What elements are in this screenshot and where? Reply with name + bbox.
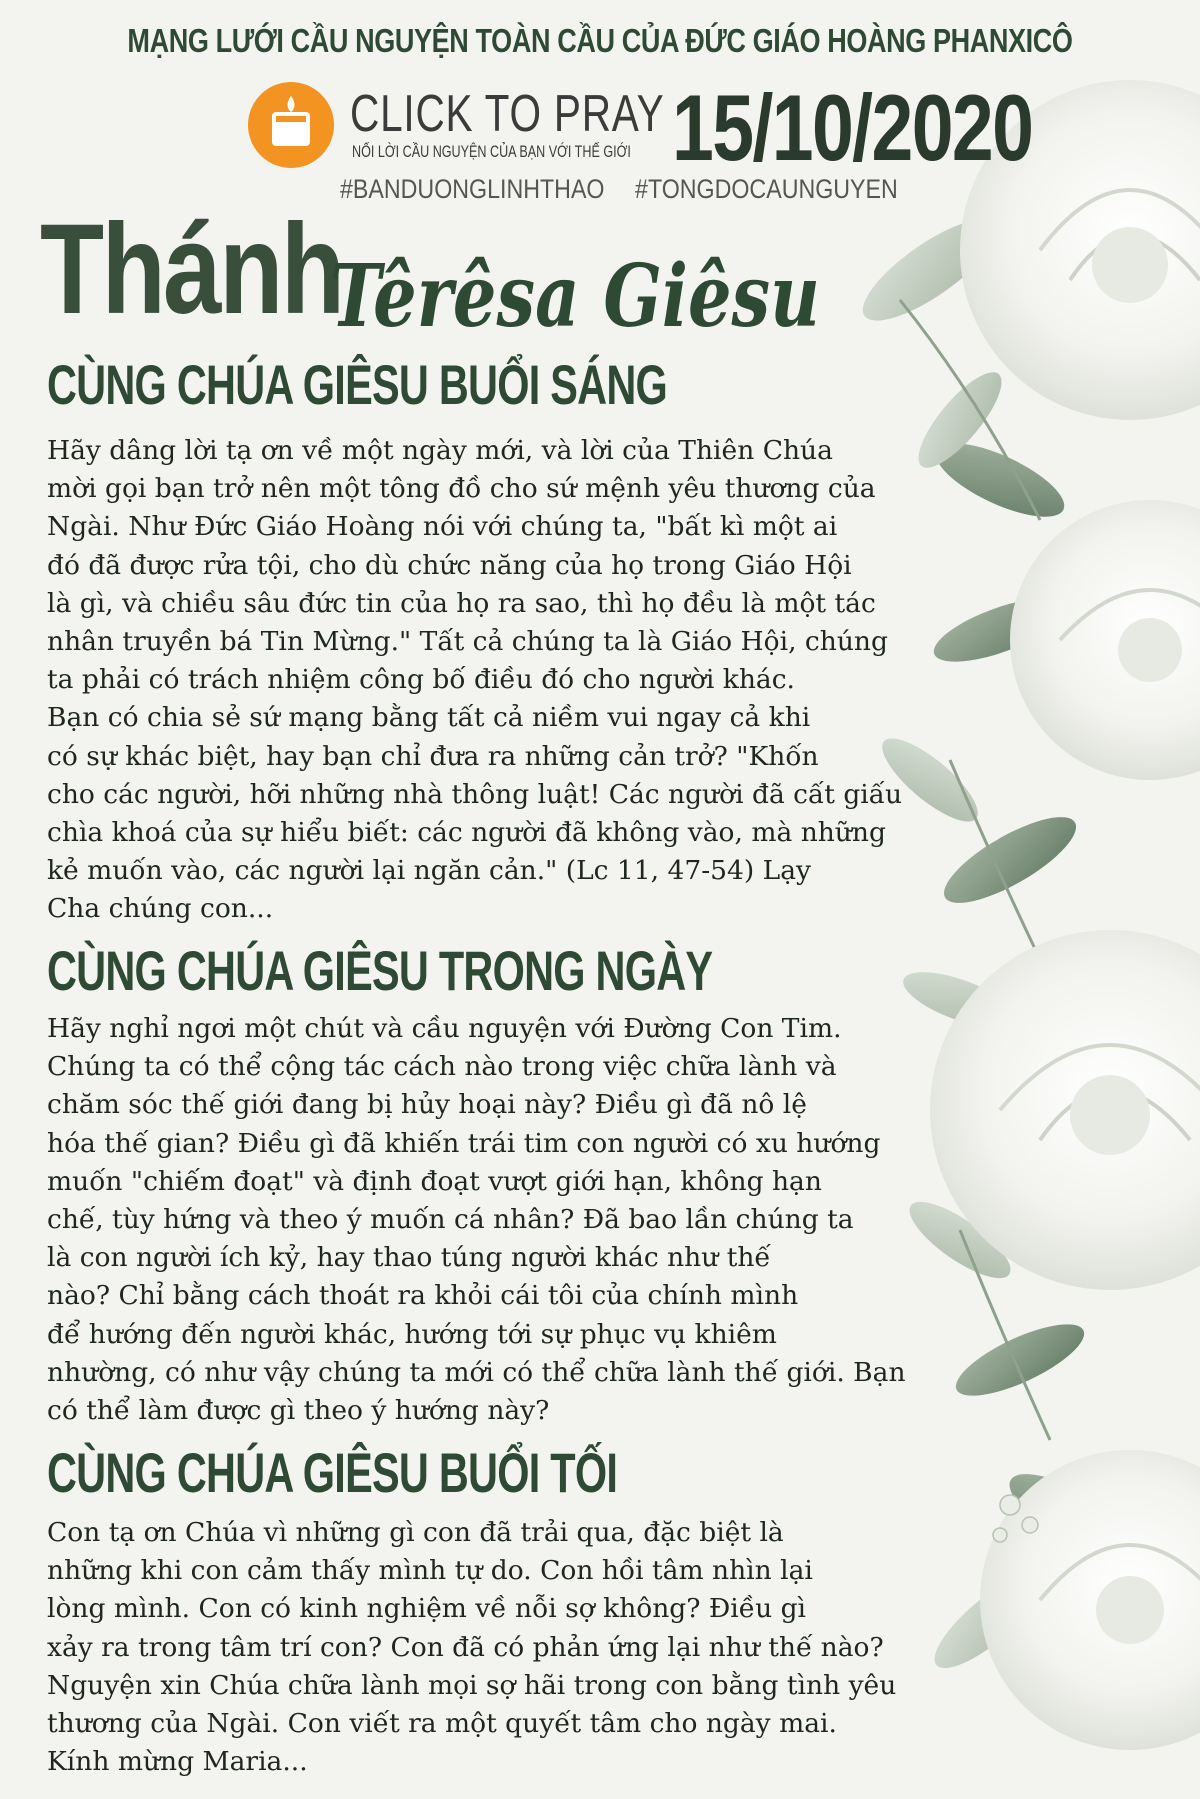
text-line: nhường, có như vậy chúng ta mới có thể chữa lành thế giới. Bạn — [47, 1356, 906, 1388]
hashtag: #BANDUONGLINHTHAO — [340, 174, 605, 204]
text-line: xảy ra trong tâm trí con? Con đã có phản ứng lại như thế nào? — [47, 1631, 884, 1663]
text-line: ta phải có trách nhiệm công bố điều đó cho người khác. — [47, 664, 795, 696]
body-day — [47, 1010, 947, 1430]
text-line: nào? Chỉ bằng cách thoát ra khỏi cái tôi của chính mình — [47, 1280, 799, 1312]
text-line: chăm sóc thế giới đang bị hủy hoại này? Điều gì đã nô lệ — [47, 1089, 807, 1121]
text-line: có thể làm được gì theo ý hướng này? — [47, 1395, 550, 1427]
text-line: lòng mình. Con có kinh nghiệm về nỗi sợ không? Điều gì — [47, 1593, 807, 1625]
text-line: Con tạ ơn Chúa vì những gì con đã trải qua, đặc biệt là — [47, 1517, 784, 1548]
text-line: cho các người, hỡi những nhà thông luật! Các người đã cất giấu — [47, 778, 903, 810]
heading-day: CÙNG CHÚA GIÊSU TRONG NGÀY — [47, 939, 713, 1002]
body-morning — [47, 432, 947, 929]
text-line: những khi con cảm thấy mình tự do. Con hồi tâm nhìn lại — [47, 1555, 813, 1587]
text-line: Cha chúng con... — [47, 893, 274, 925]
saint-name-script — [330, 238, 830, 358]
text-line: Ngài. Như Đức Giáo Hoàng nói với chúng ta, "bất kì một ai — [47, 511, 838, 543]
text-line: thương của Ngài. Con viết ra một quyết tâm cho ngày mai. — [47, 1708, 837, 1740]
text-line: Hãy dâng lời tạ ơn về một ngày mới, và lời của Thiên Chúa — [47, 435, 833, 466]
saint-name-text: Têrêsa Giêsu — [330, 246, 820, 347]
heading-morning: CÙNG CHÚA GIÊSU BUỔI SÁNG — [47, 353, 668, 416]
network-title: MẠNG LƯỚI CẦU NGUYỆN TOÀN CẦU CỦA ĐỨC GIÁO HOÀNG PHANXICÔ — [127, 22, 1073, 59]
heading-evening: CÙNG CHÚA GIÊSU BUỔI TỐI — [47, 1441, 618, 1504]
saint-prefix: Thánh — [40, 198, 343, 341]
brand-tagline: NỐI LỜI CẦU NGUYỆN CỦA BẠN VỚI THẾ GIỚI — [352, 142, 631, 161]
text-line: chìa khoá của sự hiểu biết: các người đã không vào, mà những — [47, 817, 886, 849]
text-line: có sự khác biệt, hay bạn chỉ đưa ra những cản trở? "Khốn — [47, 740, 819, 772]
text-line: chế, tùy hứng và theo ý muốn cá nhân? Đã bao lần chúng ta — [47, 1204, 854, 1236]
click-to-pray-logo — [248, 82, 334, 168]
text-line: Nguyện xin Chúa chữa lành mọi sợ hãi trong con bằng tình yêu — [47, 1669, 897, 1701]
text-line: là gì, và chiều sâu đức tin của họ ra sao, thì họ đều là một tác — [47, 587, 876, 619]
text-line: Kính mừng Maria... — [47, 1746, 308, 1778]
text-line: nhân truyền bá Tin Mừng." Tất cả chúng ta là Giáo Hội, chúng — [47, 626, 888, 658]
text-line: là con người ích kỷ, hay thao túng người khác như thế — [47, 1242, 771, 1274]
text-line: Hãy nghỉ ngơi một chút và cầu nguyện với Đường Con Tim. — [47, 1013, 842, 1044]
hashtags — [340, 174, 922, 205]
text-line: Bạn có chia sẻ sứ mạng bằng tất cả niềm vui ngay cả khi — [47, 702, 811, 734]
text-line: kẻ muốn vào, các người lại ngăn cản." (Lc 11, 47-54) Lạy — [47, 855, 812, 887]
text-line: muốn "chiếm đoạt" và định đoạt vượt giới hạn, không hạn — [47, 1165, 822, 1197]
body-evening — [47, 1514, 947, 1781]
date: 15/10/2020 — [672, 75, 1033, 180]
text-line: đó đã được rửa tội, cho dù chức năng của họ trong Giáo Hội — [47, 549, 852, 581]
hashtag: #TONGDOCAUNGUYEN — [635, 174, 898, 204]
text-line: hóa thế gian? Điều gì đã khiến trái tim con người có xu hướng — [47, 1127, 881, 1159]
brand-title: CLICK TO PRAY — [350, 85, 665, 143]
text-line: mời gọi bạn trở nên một tông đồ cho sứ mệnh yêu thương của — [47, 473, 876, 505]
text-line: Chúng ta có thể cộng tác cách nào trong việc chữa lành và — [47, 1051, 837, 1083]
text-line: để hướng đến người khác, hướng tới sự phục vụ khiêm — [47, 1318, 777, 1350]
candle-icon — [248, 82, 334, 168]
